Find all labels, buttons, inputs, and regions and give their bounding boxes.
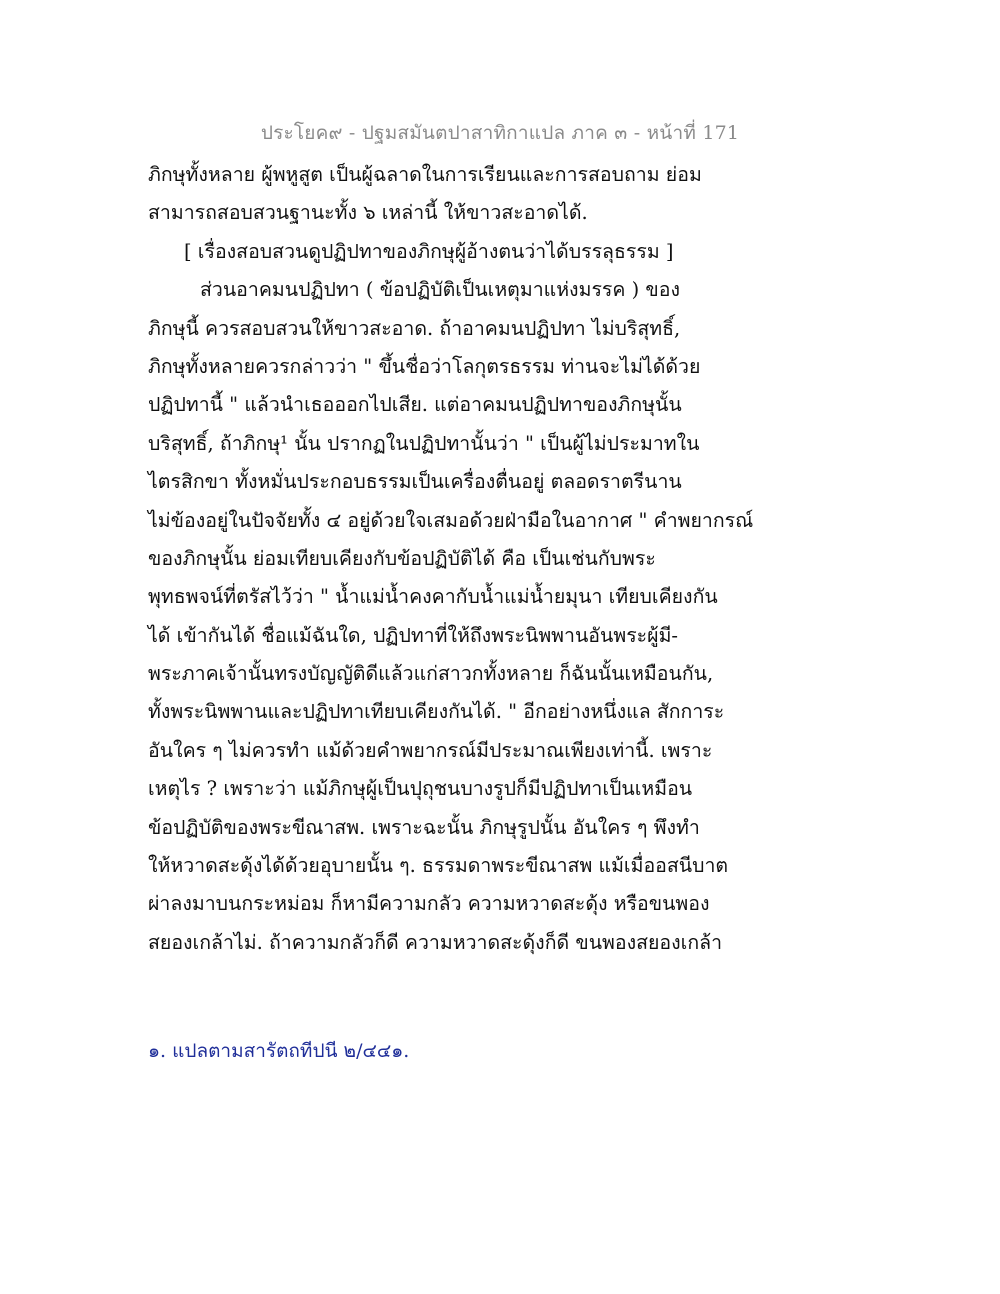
text-line: อันใคร ๆ ไม่ควรทำ แม้ด้วยคำพยากรณ์มีประมาณเพียงเท่านี้. เพราะ (148, 738, 713, 762)
text-line: ผ่าลงมาบนกระหม่อม ก็หามีความกลัว ความหวาดสะดุ้ง หรือขนพอง (148, 892, 710, 916)
text-line: ข้อปฏิบัติของพระขีณาสพ. เพราะฉะนั้น ภิกษุรูปนั้น อันใคร ๆ พึงทำ (148, 815, 700, 839)
text-line: ภิกษุทั้งหลายควรกล่าวว่า " ขึ้นชื่อว่าโลกุตรธรรม ท่านจะไม่ได้ด้วย (148, 354, 701, 378)
text-line: สามารถสอบสวนฐานะทั้ง ๖ เหล่านี้ ให้ขาวสะอาดได้. (148, 201, 588, 225)
text-line: ของภิกษุนั้น ย่อมเทียบเคียงกับข้อปฏิบัติได้ คือ เป็นเช่นกับพระ (148, 546, 656, 570)
text-line: ให้หวาดสะดุ้งได้ด้วยอุบายนั้น ๆ. ธรรมดาพระขีณาสพ แม้เมื่ออสนีบาต (148, 854, 729, 878)
text-line: พุทธพจน์ที่ตรัสไว้ว่า " น้ำแม่น้ำคงคากับน้ำแม่น้ำยมุนา เทียบเคียงกัน (148, 585, 718, 609)
page-header: ประโยค๙ - ปฐมสมันตปาสาทิกาแปล ภาค ๓ - หน้าที่ 171 (260, 122, 740, 144)
text-line: สยองเกล้าไม่. ถ้าความกลัวก็ดี ความหวาดสะดุ้งก็ดี ขนพองสยองเกล้า (148, 930, 723, 954)
text-line: เหตุไร ? เพราะว่า แม้ภิกษุผู้เป็นปุถุชนบางรูปก็มีปฏิปทาเป็นเหมือน (148, 777, 693, 801)
text-line: ไตรสิกขา ทั้งหมั่นประกอบธรรมเป็นเครื่องตื่นอยู่ ตลอดราตรีนาน (148, 470, 682, 494)
section-heading: [ เรื่องสอบสวนดูปฏิปทาของภิกษุผู้อ้างตนว่าได้บรรลุธรรม ] (184, 239, 674, 263)
text-line: ได้ เข้ากันได้ ชื่อแม้ฉันใด, ปฏิปทาที่ให้ถึงพระนิพพานอันพระผู้มี- (148, 623, 679, 647)
text-line: ปฏิปทานี้ " แล้วนำเธอออกไปเสีย. แต่อาคมนปฏิปทาของภิกษุนั้น (148, 393, 682, 417)
text-line: ไม่ข้องอยู่ในปัจจัยทั้ง ๔ อยู่ด้วยใจเสมอด้วยฝ่ามือในอากาศ " คำพยากรณ์ (148, 508, 754, 532)
text-line: ภิกษุนี้ ควรสอบสวนให้ขาวสะอาด. ถ้าอาคมนปฏิปทา ไม่บริสุทธิ์, (148, 316, 681, 340)
text-line: ภิกษุทั้งหลาย ผู้พหูสูต เป็นผู้ฉลาดในการเรียนและการสอบถาม ย่อม (148, 163, 702, 186)
footnote: ๑. แปลตามสารัตถทีปนี ๒/๔๔๑. (148, 1040, 410, 1062)
paragraph-start: ส่วนอาคมนปฏิปทา ( ข้อปฏิบัติเป็นเหตุมาแห่งมรรค ) ของ (200, 278, 680, 302)
text-line: พระภาคเจ้านั้นทรงบัญญัติดีแล้วแก่สาวกทั้งหลาย ก็ฉันนั้นเหมือนกัน, (148, 662, 714, 686)
text-line: บริสุทธิ์, ถ้าภิกษุ¹ นั้น ปรากฏในปฏิปทานั้นว่า " เป็นผู้ไม่ประมาทใน (148, 431, 700, 455)
text-line: ทั้งพระนิพพานและปฏิปทาเทียบเคียงกันได้. " อีกอย่างหนึ่งแล สักการะ (148, 700, 725, 724)
body-text (148, 156, 754, 962)
